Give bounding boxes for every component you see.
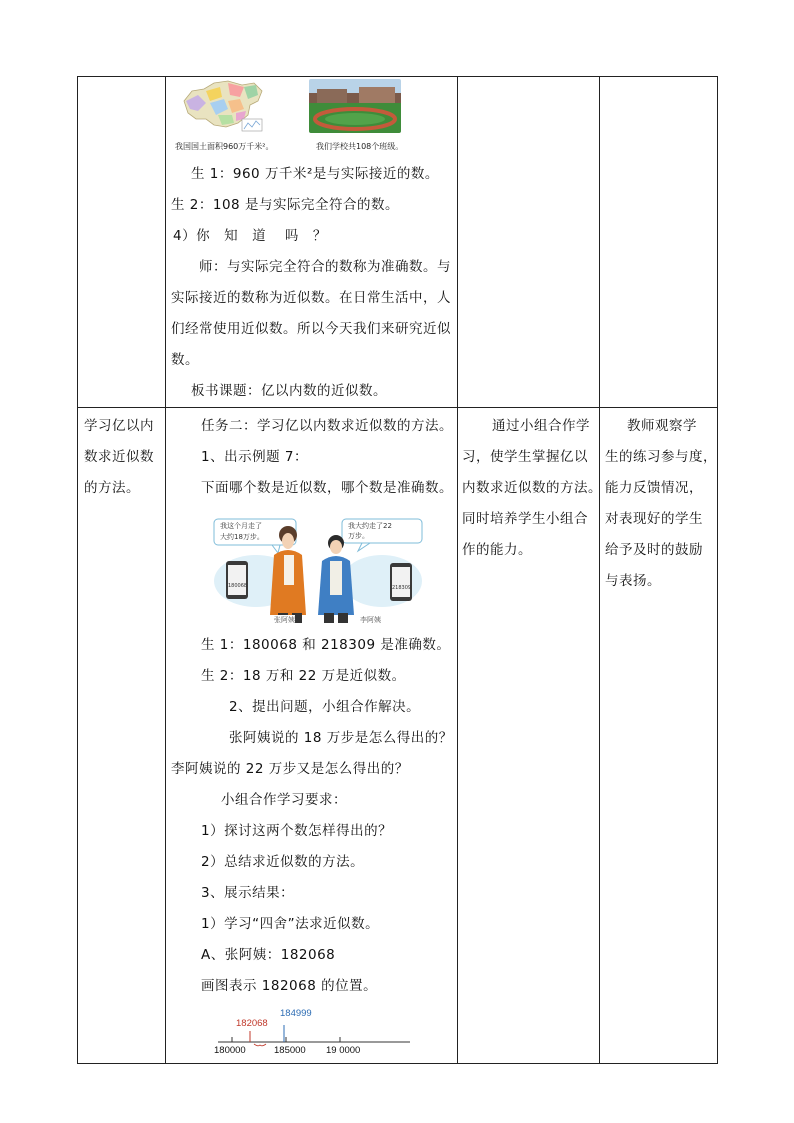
assess-line-1: 教师观察学 [627,418,697,434]
student1-answer: 生 1：960 万千米²是与实际接近的数。 [191,166,439,182]
teacher-line-3: 们经常使用近似数。所以今天我们来研究近似 [171,321,451,337]
example-illustration [212,515,424,625]
number-line [214,1003,414,1056]
task-text [171,411,453,504]
task-title: 任务二：学习亿以内数求近似数的方法。 [201,418,453,434]
rounding-down-method: 1）学习“四舍”法求近似数。 [201,916,380,932]
tick-label-185000: 185000 [274,1045,306,1056]
tick-label-190000: 19 0000 [326,1045,361,1056]
zhang-number: A、张阿姨：182068 [201,947,336,963]
do-you-know-heading: 4）你 知 道 吗 ？ [173,228,327,244]
assess-line-5: 给予及时的鼓励 [605,542,703,558]
student2-answer: 生 2：108 是与实际完全符合的数。 [171,197,399,213]
bubble-left-line-2: 大约18万步。 [220,533,264,541]
marker-182068: 182068 [236,1018,268,1029]
requirement-2: 2）总结求近似数的方法。 [201,854,365,870]
intent-line-1: 通过小组合作学 [492,418,590,434]
assess-line-2: 生的练习参与度， [605,449,717,465]
student1-exact: 生 1：180068 和 218309 是准确数。 [201,637,451,653]
question-zhang: 张阿姨说的 18 万步是怎么得出的？ [229,730,453,746]
step-2: 2、提出问题，小组合作解决。 [229,699,421,715]
assessment-cell [605,411,717,597]
student2-approx: 生 2：18 万和 22 万是近似数。 [201,668,406,684]
requirement-1: 1）探讨这两个数怎样得出的？ [201,823,393,839]
question-line: 下面哪个数是近似数，哪个数是准确数。 [201,480,453,496]
design-intent-cell [462,411,602,566]
intent-line-4: 同时培养学生小组合 [462,511,588,527]
name-right: 李阿姨 [360,616,381,624]
phone-right-value: 218309 [392,585,412,591]
example-line: 1、出示例题 7： [201,449,308,465]
phone-left-value: 180068 [228,583,248,589]
row-divider [78,407,717,408]
map-caption: 我国国土面积960万千米²。 [175,142,274,151]
teacher-line-4: 数。 [171,352,199,368]
lesson-title-line: 板书课题：亿以内数的近似数。 [191,383,387,399]
teacher-line-2: 实际接近的数称为近似数。在日常生活中，人 [171,290,451,306]
goal-cell [84,411,164,504]
china-map-image [178,79,266,133]
column-divider [457,77,458,1063]
assess-line-4: 对表现好的学生 [605,511,703,527]
intent-line-3: 内数求近似数的方法。 [462,480,602,496]
bubble-left-line-1: 我这个月走了 [220,522,262,530]
goal-line-3: 的方法。 [84,480,140,496]
column-divider [599,77,600,1063]
intent-line-2: 习，使学生掌握亿以 [462,449,588,465]
name-left: 张阿姨 [274,616,295,624]
goal-line-2: 数求近似数 [84,449,154,465]
lesson-table [77,76,718,1064]
tick-label-180000: 180000 [214,1045,246,1056]
intent-line-5: 作的能力。 [462,542,532,558]
question-li: 李阿姨说的 22 万步又是怎么得出的？ [171,761,409,777]
teacher-line-1: 师：与实际完全符合的数称为准确数。与 [199,259,451,275]
intro-text [171,159,453,407]
draw-position: 画图表示 182068 的位置。 [201,978,378,994]
task-solution-text [171,630,455,1002]
column-divider [165,77,166,1063]
goal-line-1: 学习亿以内 [84,418,154,434]
group-requirements: 小组合作学习要求： [221,792,347,808]
assess-line-3: 能力反馈情况， [605,480,703,496]
school-photo [309,79,401,133]
step-3: 3、展示结果： [201,885,295,901]
school-caption: 我们学校共108个班级。 [316,142,404,151]
marker-184999: 184999 [280,1008,312,1019]
assess-line-6: 与表扬。 [605,573,661,589]
bubble-right-line-1: 我大约走了22 [348,522,392,530]
bubble-right-line-2: 万步。 [348,532,369,540]
